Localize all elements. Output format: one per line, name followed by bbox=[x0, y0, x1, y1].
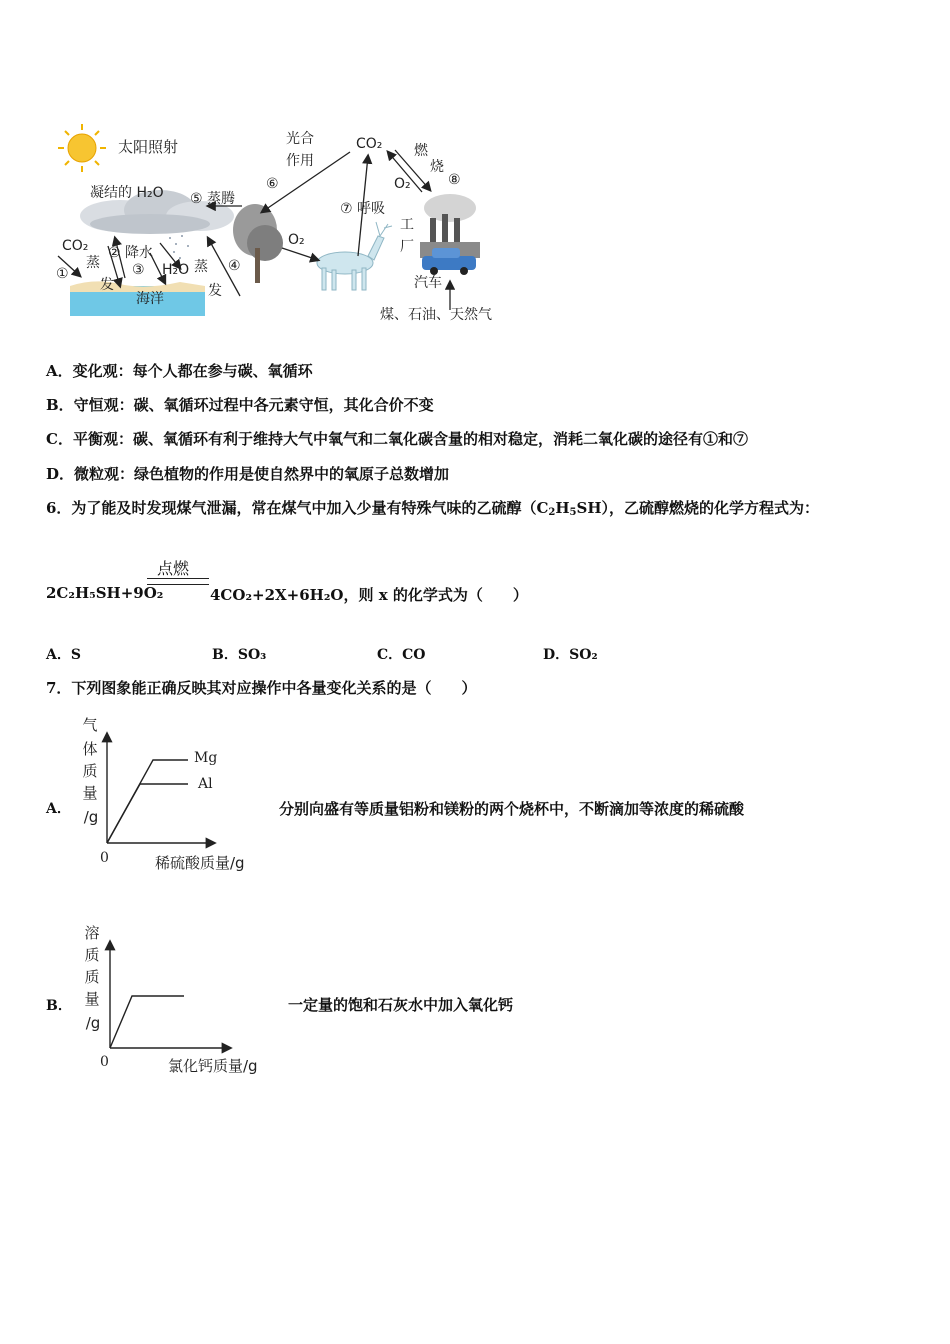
q6-stem-b: H bbox=[555, 499, 570, 517]
q6-option-a[interactable]: A．S bbox=[46, 647, 81, 663]
q7-b-ylabel-4: /g bbox=[85, 1014, 101, 1032]
q7-option-a-desc: 分别向盛有等质量铝粉和镁粉的两个烧杯中，不断滴加等浓度的稀硫酸 bbox=[279, 800, 745, 818]
rain-h2o-label: H₂O bbox=[162, 262, 190, 278]
q6-stem-sub1: 2 bbox=[548, 507, 556, 518]
q7-a-origin: 0 bbox=[100, 850, 109, 866]
photosynthesis-2: 作用 bbox=[286, 153, 314, 169]
q6-option-b[interactable]: B．SO₃ bbox=[212, 647, 267, 663]
step-1-label: ① bbox=[56, 266, 69, 282]
q7-a-series-mg bbox=[107, 760, 188, 843]
q6-stem bbox=[46, 497, 819, 518]
step-7-label: ⑦ 呼吸 bbox=[340, 201, 386, 217]
q7-b-ylabel-0: 溶 bbox=[84, 924, 100, 942]
evaporate-a-2: 发 bbox=[100, 277, 114, 293]
step-5-label: ⑤ 蒸腾 bbox=[190, 191, 236, 207]
q7-a-ylabel-2: 质 bbox=[82, 762, 98, 780]
q7-option-a-letter[interactable]: A． bbox=[46, 801, 71, 817]
q7-b-origin: 0 bbox=[100, 1054, 109, 1070]
burn-2: 烧 bbox=[430, 159, 444, 175]
o2-mid-label: O₂ bbox=[288, 232, 305, 248]
sun-label: 太阳照射 bbox=[118, 138, 179, 156]
evaporate-a-1: 蒸 bbox=[86, 255, 100, 271]
step-2-label: ② 降水 bbox=[108, 245, 154, 261]
factory-1: 工 bbox=[400, 217, 414, 233]
q7-a-ylabel-4: /g bbox=[83, 808, 99, 826]
q5-option-a[interactable]: A．变化观：每个人都在参与碳、氧循环 bbox=[46, 362, 313, 380]
q6-stem-a: 6．为了能及时发现煤气泄漏，常在煤气中加入少量有特殊气味的乙硫醇（C bbox=[46, 499, 549, 517]
evaporate-b-2: 发 bbox=[208, 283, 222, 299]
q7-b-ylabel-1: 质 bbox=[84, 946, 100, 964]
step-3-label: ③ bbox=[132, 262, 145, 278]
q7-a-xlabel: 稀硫酸质量/g bbox=[155, 854, 245, 872]
q5-option-b[interactable]: B．守恒观：碳、氧循环过程中各元素守恒，其化合价不变 bbox=[46, 396, 434, 414]
q6-equation-left: 2C₂H₅SH+9O₂ bbox=[46, 584, 164, 602]
q7-a-legend-al: Al bbox=[198, 776, 213, 792]
burn-1: 燃 bbox=[414, 143, 428, 159]
q5-option-d[interactable]: D．微粒观：绿色植物的作用是使自然界中的氧原子总数增加 bbox=[46, 465, 450, 483]
q6-stem-c: SH），乙硫醇燃烧的化学方程式为： bbox=[576, 499, 820, 517]
cycle-diagram bbox=[50, 118, 530, 333]
step-4-label: ④ bbox=[228, 258, 241, 274]
q7-a-ylabel-0: 气 bbox=[82, 716, 98, 734]
rain-icon bbox=[169, 235, 189, 259]
q7-b-xlabel: 氯化钙质量/g bbox=[168, 1057, 258, 1075]
q7-b-ylabel-2: 质 bbox=[84, 968, 100, 986]
q5-option-c[interactable]: C．平衡观：碳、氧循环有利于维持大气中氧气和二氧化碳含量的相对稳定，消耗二氧化碳的途径有①和⑦ bbox=[46, 430, 748, 448]
step-6-label: ⑥ bbox=[266, 176, 279, 192]
factory-2: 厂 bbox=[400, 239, 414, 255]
evaporate-b-1: 蒸 bbox=[194, 259, 208, 275]
car-label: 汽车 bbox=[414, 275, 442, 291]
q6-equation-right: 4CO₂+2X+6H₂O，则 x 的化学式为（ ） bbox=[210, 586, 528, 604]
q7-a-ylabel-3: 量 bbox=[82, 784, 98, 802]
deer-icon bbox=[317, 222, 392, 290]
co2-top-label: CO₂ bbox=[356, 136, 383, 152]
q7-option-b-letter[interactable]: B． bbox=[46, 998, 72, 1014]
q6-option-d[interactable]: D．SO₂ bbox=[543, 647, 598, 663]
co2-left-label: CO₂ bbox=[62, 238, 89, 254]
q7-option-b-desc: 一定量的饱和石灰水中加入氧化钙 bbox=[288, 996, 514, 1014]
o2-right-label: O₂ bbox=[394, 176, 411, 192]
q7-chart-b bbox=[78, 920, 288, 1080]
sun-icon bbox=[58, 124, 106, 172]
q7-chart-a bbox=[78, 712, 278, 877]
step-8-label: ⑧ bbox=[448, 172, 461, 188]
q7-b-ylabel-3: 量 bbox=[84, 990, 100, 1008]
photosynthesis-1: 光合 bbox=[286, 131, 314, 147]
q6-option-c[interactable]: C．CO bbox=[377, 647, 426, 663]
q6-condition: 点燃 bbox=[157, 559, 190, 578]
fuels-label: 煤、石油、天然气 bbox=[380, 307, 492, 323]
ocean-label: 海洋 bbox=[136, 291, 164, 307]
q7-a-legend-mg: Mg bbox=[194, 750, 218, 766]
condensed-water-label: 凝结的 H₂O bbox=[90, 185, 164, 201]
q7-stem: 7．下列图象能正确反映其对应操作中各量变化关系的是（ ） bbox=[46, 679, 477, 697]
q7-a-series-al bbox=[107, 784, 188, 843]
q7-b-series bbox=[110, 996, 184, 1048]
q7-a-ylabel-1: 体 bbox=[82, 740, 98, 758]
q6-stem-sub2: 5 bbox=[569, 507, 577, 518]
